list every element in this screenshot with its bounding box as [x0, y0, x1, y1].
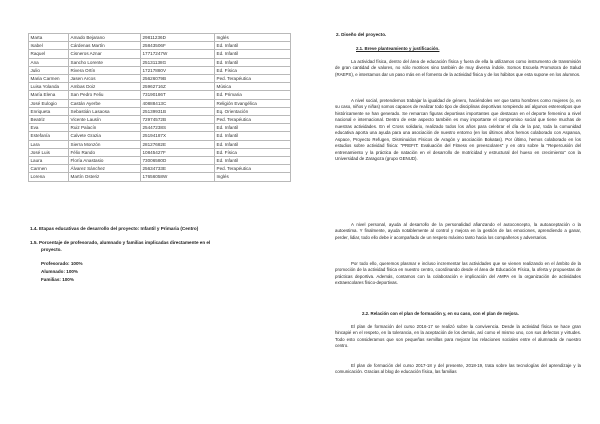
surname-cell: Floría Anastasio [69, 157, 141, 165]
first-name-cell: Estefanía [29, 132, 69, 140]
specialty-cell: Ed. Infantil [215, 157, 291, 165]
first-name-cell: Marta [29, 34, 69, 42]
first-name-cell: Eva [29, 124, 69, 132]
first-name-cell: José Eulogio [29, 99, 69, 107]
id-cell: 72974572B [141, 116, 215, 124]
surname-cell: Vicente Lausín [69, 116, 141, 124]
specialty-cell: Ped. Terapéutica [215, 75, 291, 83]
table-row [29, 91, 291, 99]
table-row [29, 148, 291, 156]
paragraph-6: El plan de formación del curso 2017-18 y del presente, 2018-19, trata sobre las tecnologías del aprendizaje y la comunicación. Gracias al blog de educación física, las familias [335, 363, 581, 375]
section-1-4: 1.4. Etapas educativas de desarrollo del proyecto: Infantil y Primaria (Centro) [30, 226, 199, 231]
id-cell: 10845427F [141, 148, 215, 156]
students-percentage: Alumnado: 100% [41, 269, 79, 274]
id-cell: 73006580D [141, 157, 215, 165]
table-row [29, 140, 291, 148]
first-name-cell: Isabel [29, 42, 69, 50]
specialty-cell: Ed. Infantil [215, 140, 291, 148]
specialty-cell: Ped. Terapéutica [215, 116, 291, 124]
id-cell: 25962716Z [141, 83, 215, 91]
table-row [29, 132, 291, 140]
first-name-cell: Lara [29, 140, 69, 148]
id-cell: 25447238S [141, 124, 215, 132]
id-cell: 29811236D [141, 34, 215, 42]
specialty-cell: Inglés [215, 173, 291, 181]
table-row [29, 165, 291, 173]
surname-cell: Jasen Arcos [69, 75, 141, 83]
table-row [29, 99, 291, 107]
paragraph-5: El plan de formación del curso 2016-17 se realizó sobre la convivencia. Desde la actividad física se hace gran hincapié en el respeto, en la tolerancia, en la aceptación de los demás, así como el mismo uno, con sus defectos y virtudes. Todo esto consideramos que son pequeñas semillas para mejorar las relaciones sociales entre el alumnado de nuestro centro. [335, 324, 581, 349]
id-cell: 25131138G [141, 58, 215, 66]
first-name-cell: Raquel [29, 50, 69, 58]
first-name-cell: Beatriz [29, 116, 69, 124]
table-row [29, 116, 291, 124]
teachers-table [28, 33, 291, 182]
first-name-cell: Luisa Yolanda [29, 83, 69, 91]
table-row [29, 34, 291, 42]
surname-cell: Martín Osteriz [69, 173, 141, 181]
paragraph-1: La actividad física, dentro del área de educación física y fuera de ella la utilizamos como instrumento de transmisión de gran cantidad de valores, no sólo motrices sino también de muy diversa índole. Somos Escuela Promotora de Salud (RAEPS), e intentamos dar un paso más en el fomento de la actividad física y de los hábitos que esta supone en los alumnos. [335, 59, 581, 77]
paragraph-3: A nivel personal, ayuda al desarrollo de la personalidad afianzando el autoconcepto, la autoaceptación o la autoestima. Y finalmente, ayuda notablemente al control y mejora en la gestión de las emociones, aprendiendo a ganar, perder, lidiar, todo ello debe ir acompañado de un respeto máximo tanto hacia los compañeros y adversarios. [335, 222, 581, 240]
specialty-cell: Inglés [215, 34, 291, 42]
specialty-cell: Ed. Infantil [215, 132, 291, 140]
first-name-cell: Laura [29, 157, 69, 165]
first-name-cell: Julio [29, 66, 69, 74]
first-name-cell: Enriqueta [29, 107, 69, 115]
families-percentage: Familias: 100% [41, 277, 74, 282]
id-cell: 25194187X [141, 132, 215, 140]
specialty-cell: Ed. Infantil [215, 58, 291, 66]
teachers-percentage: Profesorado: 100% [41, 261, 83, 266]
surname-cell: Rivera Ortín [69, 66, 141, 74]
table-row [29, 157, 291, 165]
specialty-cell: Ed. Primaria [215, 91, 291, 99]
specialty-cell: Ed. Física [215, 148, 291, 156]
table-row [29, 83, 291, 91]
surname-cell: Cisneros Aznar [69, 50, 141, 58]
id-cell: 73190186T [141, 91, 215, 99]
table-row [29, 107, 291, 115]
id-cell: 40888413C [141, 99, 215, 107]
surname-cell: Castán Ayerbe [69, 99, 141, 107]
table-row [29, 50, 291, 58]
specialty-cell: Ed. Física [215, 66, 291, 74]
surname-cell: Cárdenas Martín [69, 42, 141, 50]
specialty-cell: Ed. Infantil [215, 42, 291, 50]
table-row [29, 124, 291, 132]
first-name-cell: María Elena [29, 91, 69, 99]
surname-cell: Sierra Monzón [69, 140, 141, 148]
first-name-cell: Lorena [29, 173, 69, 181]
specialty-cell: Música [215, 83, 291, 91]
table-row [29, 173, 291, 181]
id-cell: 25634733E [141, 165, 215, 173]
paragraph-4: Por todo ello, queremos plasmar e incluso incrementar las actividades que se vienen realizando en el ámbito de la promoción de la actividad física en nuestro centro, coordinando desde el área de Educación Física, la oferta y propuestas de prácticas deportiva. Además, contamos con la colaboración e implicación del AMPA en la organización de actividades extraescolares físico-deportivas. [335, 261, 581, 286]
section-1-5-cont: proyecto. [41, 247, 62, 252]
surname-cell: Amado Bejarano [69, 34, 141, 42]
first-name-cell: Maria Carmen [29, 75, 69, 83]
table-row [29, 58, 291, 66]
surname-cell: Álvarez Sánchez [69, 165, 141, 173]
specialty-cell: Ed. Infantil [215, 50, 291, 58]
surname-cell: Félix Rando [69, 148, 141, 156]
surname-cell: Sebastián Lasaosa [69, 107, 141, 115]
specialty-cell: Religión Evangélica [215, 99, 291, 107]
surname-cell: Ambas Doiz [69, 83, 141, 91]
specialty-cell: Ed. Infantil [215, 124, 291, 132]
id-cell: 25626079B [141, 75, 215, 83]
surname-cell: Calvete Grazia [69, 132, 141, 140]
specialty-cell: Eq. Orientación [215, 107, 291, 115]
first-name-cell: Ana [29, 58, 69, 66]
section-2-heading: 2. Diseño del proyecto. [336, 32, 387, 37]
paragraph-2: A nivel social, pretendemos trabajar la igualdad de género, haciéndoles ver que tanto hombres como mujeres (o, en su caso, niños y niñas) somos capaces de realizar todo tipo de disciplinas deportivas rompiendo así algunos estereotipos que históricamente se han generado. Se remarcan figuras deportivas importantes que destacan en el deporte femenino a nivel nacional e internacional. Dentro de este aspecto también es muy importante el compromiso social que tiene muchas de nuestras actividades. En el Cross solidario, realizado todos los años para celebrar el día de la paz, toda la comunidad educativa aporta una ayuda para una asociación de nuestro entorno (en los últimos años hemos colaborado con Aspanoa, Aspace, Proyecto Refugen, Disminuidos Físicos de Aragón y asociación Bokatas). Por último, hemos colaborado en los estudios sobre actividad física: "PREFIT: Evaluación del Fitness en preescolares" y en otro sobre la "Repercusión del entrenamiento y la práctica de natación en el desarrollo de motricidad y estructural del hueso en crecimiento" con la Universidad de Zaragoza (grupo GENUD). [335, 98, 581, 162]
surname-cell: Sancho Lorente [69, 58, 141, 66]
table-row [29, 42, 291, 50]
specialty-cell: Ped. Terapéutica [215, 165, 291, 173]
surname-cell: San Pedro Feliu [69, 91, 141, 99]
section-1-5: 1.5. Porcentaje de profesorado, alumnado y familias implicadas directamente en el [30, 240, 211, 245]
id-cell: 17656058W [141, 173, 215, 181]
id-cell: 17217880V [141, 66, 215, 74]
id-cell: 25843506F [141, 42, 215, 50]
surname-cell: Ruiz Palacín [69, 124, 141, 132]
section-2-2-heading: 2.2. Relación con el plan de formación y, en su caso, con el plan de mejora. [362, 311, 519, 316]
first-name-cell: José Luis [29, 148, 69, 156]
table-row [29, 66, 291, 74]
id-cell: 28127682E [141, 140, 215, 148]
first-name-cell: Carmen [29, 165, 69, 173]
table-row [29, 75, 291, 83]
section-2-1-heading: 2.1. Breve planteamiento y justificación. [356, 46, 440, 51]
id-cell: 17717247W [141, 50, 215, 58]
id-cell: 25139931B [141, 107, 215, 115]
